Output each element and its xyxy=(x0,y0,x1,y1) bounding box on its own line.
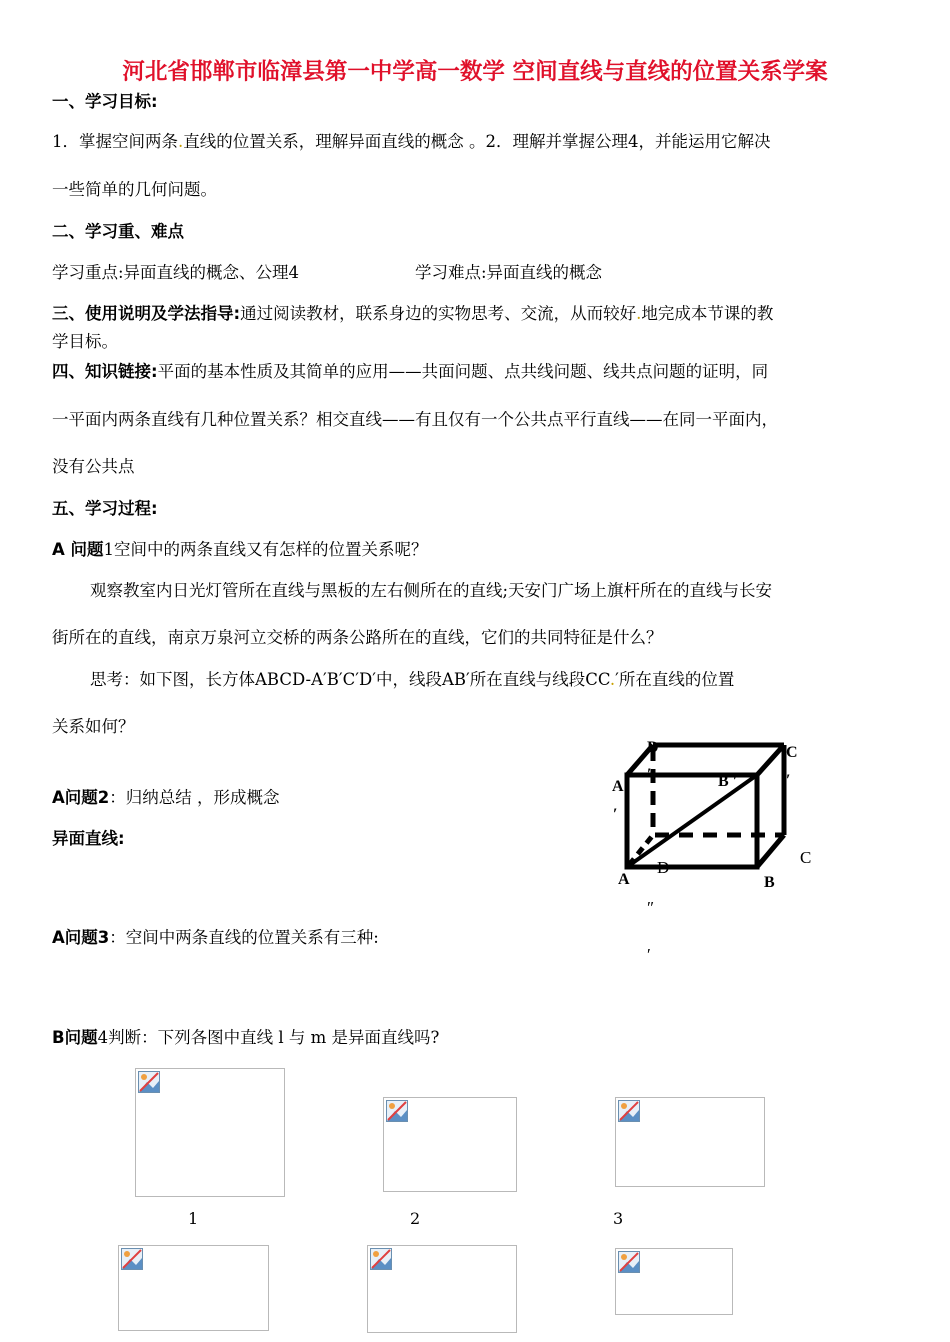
question-4-text: 4判断：下列各图中直线 l 与 m 是异面直线吗? xyxy=(97,1028,440,1047)
skew-lines-label: 异面直线: xyxy=(52,829,125,848)
caption-3: 3 xyxy=(613,1209,624,1228)
section-1-line-1 xyxy=(52,128,771,152)
label-c: C xyxy=(800,848,812,867)
broken-image-icon xyxy=(618,1251,640,1273)
section-5-heading: 五、学习过程: xyxy=(52,499,158,518)
figure-image-4 xyxy=(118,1245,269,1331)
section-4-line-3: 没有公共点 xyxy=(52,457,135,476)
cuboid-edge-bc xyxy=(757,745,784,775)
label-a: A xyxy=(618,871,630,888)
figure-image-5 xyxy=(367,1245,517,1333)
question-1-level: A xyxy=(52,540,71,559)
stray-dot: . xyxy=(178,132,184,151)
label-prime-low: ′ xyxy=(647,945,651,964)
segment-ab-prime xyxy=(627,775,757,867)
section-3-line-2: 学目标。 xyxy=(52,332,118,351)
section-3-line-1b: 地完成本节课的教 xyxy=(641,304,774,323)
label-d-prime: D xyxy=(647,739,659,756)
question-1-text: 1空间中的两条直线又有怎样的位置关系呢？ xyxy=(103,540,428,559)
label-prime-a: ′ xyxy=(613,806,618,823)
figure-image-2 xyxy=(383,1097,517,1192)
key-point-text: 学习重点:异面直线的概念、公理4 xyxy=(52,263,300,282)
figure-image-6 xyxy=(615,1248,733,1315)
think-line-1a: 思考：如下图，长方体ABCD-A′B′C′D′中，线段AB′所在直线与线段CC xyxy=(90,670,610,689)
broken-image-icon xyxy=(386,1100,408,1122)
caption-1: 1 xyxy=(188,1209,199,1228)
question-4-level: B xyxy=(52,1028,65,1047)
figure-image-3 xyxy=(615,1097,765,1187)
section-1-heading: 一、学习目标: xyxy=(52,92,158,111)
question-4 xyxy=(52,1024,439,1048)
caption-2: 2 xyxy=(410,1209,421,1228)
question-4-label: 问题 xyxy=(64,1028,98,1047)
question-2 xyxy=(52,784,280,808)
label-d: D xyxy=(657,858,670,877)
label-double-prime: ″ xyxy=(647,898,655,917)
label-b: B xyxy=(764,874,775,891)
question-3 xyxy=(52,924,379,948)
section-1-line-1a: 1．掌握空间两条 xyxy=(52,132,178,151)
section-3-line-1a: 通过阅读教材，联系身边的实物思考、交流，从而较好 xyxy=(240,304,637,323)
think-line-2: 关系如何？ xyxy=(52,717,135,736)
observe-line-1: 观察教室内日光灯管所在直线与黑板的左右侧所在的直线;天安门广场上旗杆所在的直线与长安 xyxy=(90,581,773,600)
broken-image-icon xyxy=(138,1071,160,1093)
broken-image-icon xyxy=(370,1248,392,1270)
label-c-prime: C xyxy=(786,744,798,761)
section-1-line-2: 一些简单的几何问题。 xyxy=(52,180,217,199)
think-line-1b: ′所在直线的位置 xyxy=(615,670,735,689)
broken-image-icon xyxy=(618,1100,640,1122)
page-title: 河北省邯郸市临漳县第一中学高一数学 空间直线与直线的位置关系学案 xyxy=(122,59,828,85)
section-2-heading: 二、学习重、难点 xyxy=(52,222,184,241)
difficult-point-text: 学习难点:异面直线的概念 xyxy=(415,263,603,282)
label-a-prime: A xyxy=(612,778,624,795)
question-3-text: ：空间中两条直线的位置关系有三种: xyxy=(109,928,379,947)
stray-dot: . xyxy=(636,304,642,323)
section-3-line-1 xyxy=(52,300,773,324)
section-4-line-1 xyxy=(52,358,768,382)
question-1 xyxy=(52,536,428,560)
label-b-prime: B xyxy=(718,773,729,790)
question-2-label: 问题2 xyxy=(64,788,110,807)
section-4-line-1-text: 平面的基本性质及其简单的应用——共面问题、点共线问题、线共点问题的证明，同 xyxy=(157,362,769,381)
stray-dot: . xyxy=(609,670,616,689)
question-3-label: 问题3 xyxy=(64,928,110,947)
section-1-line-1b: 直线的位置关系，理解异面直线的概念 。2．理解并掌握公理4，并能运用它解决 xyxy=(183,132,771,151)
label-prime-b: ′ xyxy=(733,773,738,790)
label-prime-c: ′ xyxy=(786,772,791,789)
question-2-level: A xyxy=(52,788,65,807)
cuboid-diagram xyxy=(600,735,810,875)
question-3-level: A xyxy=(52,928,65,947)
cuboid-edge-bottom-right xyxy=(757,835,784,867)
section-4-line-2: 一平面内两条直线有几种位置关系？相交直线——有且仅有一个公共点平行直线——在同一平面内， xyxy=(52,410,778,429)
question-1-label: 问题 xyxy=(70,540,104,559)
think-line-1 xyxy=(90,666,734,690)
section-3-heading: 三、使用说明及学法指导: xyxy=(52,304,241,323)
broken-image-icon xyxy=(121,1248,143,1270)
figure-image-1 xyxy=(135,1068,285,1197)
question-2-text: ：归纳总结 ，形成概念 xyxy=(109,788,280,807)
label-prime-d: ′ xyxy=(647,766,652,783)
observe-line-2: 街所在的直线，南京万泉河立交桥的两条公路所在的直线，它们的共同特征是什么？ xyxy=(52,628,663,647)
section-4-heading: 四、知识链接: xyxy=(52,362,158,381)
